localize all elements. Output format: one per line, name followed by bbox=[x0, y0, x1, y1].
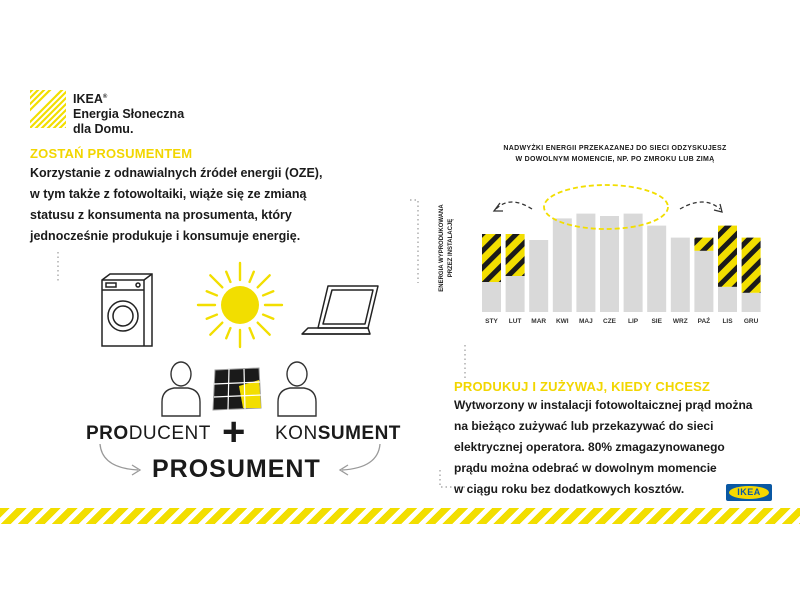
arrow-icon bbox=[680, 202, 720, 209]
bar-production-lis bbox=[718, 287, 737, 312]
bar-production-gru bbox=[742, 293, 761, 312]
chart-ylabel-line: ENERGIA WYPRODUKOWANA bbox=[439, 204, 445, 292]
x-tick-label: LIS bbox=[722, 318, 733, 325]
left-paragraph-line: Korzystanie z odnawialnych źródeł energii (OZE), bbox=[30, 166, 323, 180]
bar-deficit-lis bbox=[718, 226, 737, 287]
chart-ylabel-line: PRZEZ INSTALACJĘ bbox=[448, 218, 454, 278]
left-paragraph-line: jednocześnie produkuje i konsumuje energię. bbox=[30, 229, 301, 243]
bottom-stripe-band bbox=[0, 508, 800, 524]
chart-title bbox=[470, 143, 760, 165]
washing-machine-icon bbox=[98, 272, 156, 350]
x-tick-label: LIP bbox=[628, 318, 639, 325]
right-paragraph-line: na bieżąco zużywać lub przekazywać do sieci bbox=[454, 419, 714, 433]
plus-icon: + bbox=[222, 410, 246, 454]
registered-mark: ® bbox=[102, 94, 108, 100]
right-paragraph bbox=[454, 395, 752, 500]
chart-x-ticks bbox=[470, 318, 770, 330]
bar-production-cze bbox=[600, 216, 619, 312]
right-paragraph-line: Wytworzony w instalacji fotowoltaicznej prąd można bbox=[454, 398, 753, 412]
x-tick-label: SIE bbox=[651, 318, 662, 325]
person-icon bbox=[276, 360, 318, 420]
solar-panel-icon bbox=[209, 366, 265, 412]
right-heading: PRODUKUJ I ZUŻYWAJ, KIEDY CHCESZ bbox=[454, 379, 711, 394]
brand-tagline-1: Energia Słoneczna bbox=[73, 107, 185, 122]
producent-bold: PRO bbox=[86, 423, 129, 444]
sun-icon bbox=[195, 260, 285, 350]
right-paragraph-line: elektrycznej operatora. 80% zmagazynowanego bbox=[454, 440, 725, 454]
x-tick-label: STY bbox=[485, 318, 498, 325]
x-tick-label: PAŹ bbox=[697, 318, 711, 325]
x-tick-label: WRZ bbox=[672, 318, 688, 325]
x-tick-label: MAJ bbox=[579, 318, 593, 325]
bar-production-lut bbox=[506, 276, 525, 312]
prosument-result: PROSUMENT bbox=[152, 455, 321, 483]
right-paragraph-line: w ciągu roku bez dodatkowych kosztów. bbox=[454, 482, 685, 496]
brand-name: IKEA bbox=[73, 92, 103, 107]
producent-rest: DUCENT bbox=[128, 423, 211, 444]
right-paragraph-line: prądu można odebrać w dowolnym momencie bbox=[454, 461, 717, 475]
bar-production-wrz bbox=[671, 238, 690, 312]
ikea-logo bbox=[726, 484, 772, 501]
bar-deficit-gru bbox=[742, 238, 761, 293]
bar-deficit-lut bbox=[506, 234, 525, 276]
konsument-bold: SUMENT bbox=[317, 423, 401, 444]
arrow-icon bbox=[496, 202, 532, 209]
bar-production-sty bbox=[482, 282, 501, 312]
x-tick-label: CZE bbox=[603, 318, 616, 325]
brand-tagline-2: dla Domu. bbox=[73, 122, 134, 137]
laptop-icon bbox=[298, 282, 382, 344]
chart-title-line: W DOWOLNYM MOMENCIE, NP. PO ZMROKU LUB ZIMĄ bbox=[515, 156, 715, 163]
konsument-light: KON bbox=[275, 423, 318, 444]
chart-title-line: NADWYŻKI ENERGII PRZEKAZANEJ DO SIECI ODZYSKUJESZ bbox=[503, 145, 727, 152]
x-tick-label: LUT bbox=[508, 318, 522, 325]
left-paragraph-line: statusu z konsumenta na prosumenta, który bbox=[30, 208, 292, 222]
bar-production-mar bbox=[529, 240, 548, 312]
bar-production-kwi bbox=[553, 218, 572, 312]
bar-production-paź bbox=[694, 251, 713, 312]
energy-bar-chart bbox=[470, 165, 770, 340]
bar-deficit-sty bbox=[482, 234, 501, 282]
bar-production-sie bbox=[647, 226, 666, 312]
left-paragraph-line: w tym także z fotowoltaiki, wiąże się ze zmianą bbox=[30, 187, 307, 201]
x-tick-label: GRU bbox=[743, 318, 759, 325]
ikea-logo-text: IKEA bbox=[737, 487, 761, 497]
x-tick-label: KWI bbox=[555, 318, 569, 325]
person-icon bbox=[160, 360, 202, 420]
x-tick-label: MAR bbox=[531, 318, 547, 325]
left-heading: ZOSTAŃ PROSUMENTEM bbox=[30, 146, 193, 161]
bar-deficit-paź bbox=[694, 238, 713, 251]
